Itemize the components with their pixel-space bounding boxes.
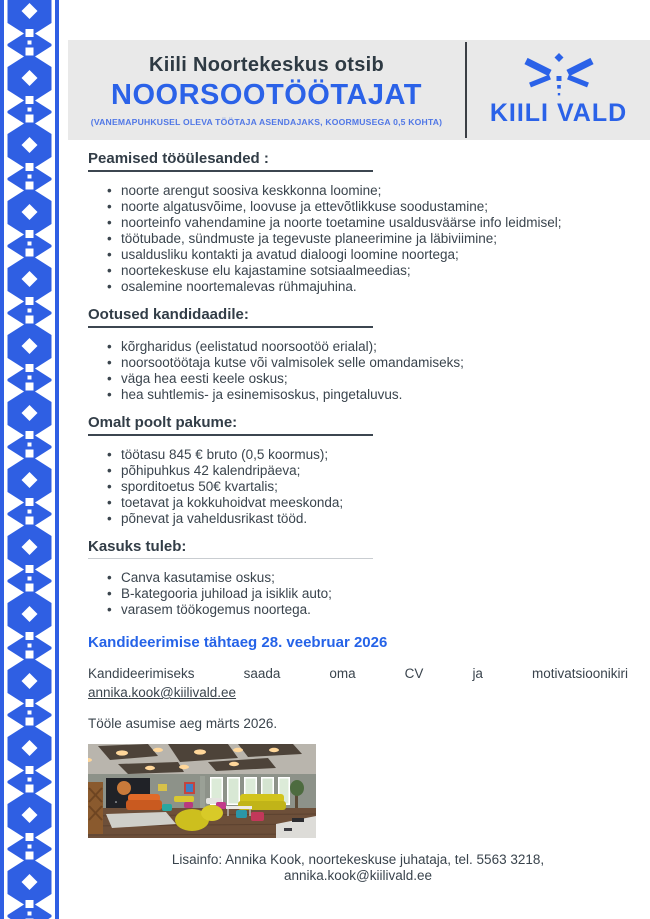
apply-instruction: Kandideerimiseks saada oma CV ja motivatsioonikiri	[88, 666, 628, 681]
bullet-list	[88, 339, 628, 403]
list-item: • sporditoetus 50€ kvartalis;	[106, 479, 628, 495]
footer-contact	[88, 852, 628, 884]
header-titles	[68, 40, 465, 140]
youth-center-photo	[88, 744, 316, 838]
list-item: • väga hea eesti keele oskus;	[106, 371, 628, 387]
section-heading: Kasuks tuleb:	[88, 538, 373, 559]
list-item: • põhipuhkus 42 kalendripäeva;	[106, 463, 628, 479]
application-deadline: Kandideerimise tähtaeg 28. veebruar 2026	[88, 634, 388, 651]
list-item: • noorteinfo vahendamine ja noorte toetamine usaldusväärse info leidmisel;	[106, 215, 628, 231]
list-item: • töötubade, sündmuste ja tegevuste planeerimine ja läbiviimine;	[106, 231, 628, 247]
logo-block	[467, 40, 650, 140]
list-item: • noorsootöötaja kutse või valmisolek selle omandamiseks;	[106, 355, 628, 371]
section-kasuks-tuleb	[88, 538, 628, 618]
section-heading: Ootused kandidaadile:	[88, 306, 373, 328]
list-item: • osalemine noortemalevas rühmajuhina.	[106, 279, 628, 295]
list-item: • noorte algatusvõime, loovuse ja ettevõtlikkuse soodustamine;	[106, 199, 628, 215]
footer-line1: Lisainfo: Annika Kook, noortekeskuse juhataja, tel. 5563 3218,	[171, 852, 545, 867]
section-ootused-kandidaadile	[88, 306, 628, 403]
folk-pattern-border	[0, 0, 59, 919]
main-content	[88, 150, 628, 884]
apply-email-link[interactable]: annika.kook@kiilivald.ee	[88, 685, 237, 700]
logo-text: KIILI VALD	[489, 99, 628, 127]
section-omalt-poolt-pakume	[88, 414, 628, 527]
list-item: • usaldusliku kontakti ja avatud dialoogi loomine noortega;	[106, 247, 628, 263]
section-heading: Omalt poolt pakume:	[88, 414, 373, 436]
bullet-list	[88, 447, 628, 527]
list-item: • B-kategooria juhiload ja isiklik auto;	[106, 586, 628, 602]
list-item: • noortekeskuse elu kajastamine sotsiaalmeedias;	[106, 263, 628, 279]
section-peamised-toouelesanded	[88, 150, 628, 295]
list-item: • kõrgharidus (eelistatud noorsootöö erialal);	[106, 339, 628, 355]
bullet-list	[88, 570, 628, 618]
dragonfly-icon	[519, 52, 599, 98]
list-item: • hea suhtlemis- ja esinemisoskus, pingetaluvus.	[106, 387, 628, 403]
bullet-list	[88, 183, 628, 295]
pretitle: Kiili Noortekeskus otsib	[148, 53, 385, 76]
list-item: • töötasu 845 € bruto (0,5 koormus);	[106, 447, 628, 463]
subtitle: (VANEMAPUHKUSEL OLEVA TÖÖTAJA ASENDAJAKS, KOORMUSEGA 0,5 KOHTA)	[90, 116, 443, 127]
list-item: • toetavat ja kokkuhoidvat meeskonda;	[106, 495, 628, 511]
start-date-line: Tööle asumise aeg märts 2026.	[88, 716, 278, 731]
page-title: NOORSOOTÖÖTAJAT	[111, 78, 422, 111]
section-heading: Peamised tööülesanded :	[88, 150, 373, 172]
list-item: • Canva kasutamise oskus;	[106, 570, 628, 586]
footer-line2: annika.kook@kiilivald.ee	[283, 868, 433, 883]
list-item: • varasem töökogemus noortega.	[106, 602, 628, 618]
header-banner	[68, 40, 650, 140]
list-item: • noorte arengut soosiva keskkonna loomine;	[106, 183, 628, 199]
list-item: • põnevat ja vaheldusrikast tööd.	[106, 511, 628, 527]
